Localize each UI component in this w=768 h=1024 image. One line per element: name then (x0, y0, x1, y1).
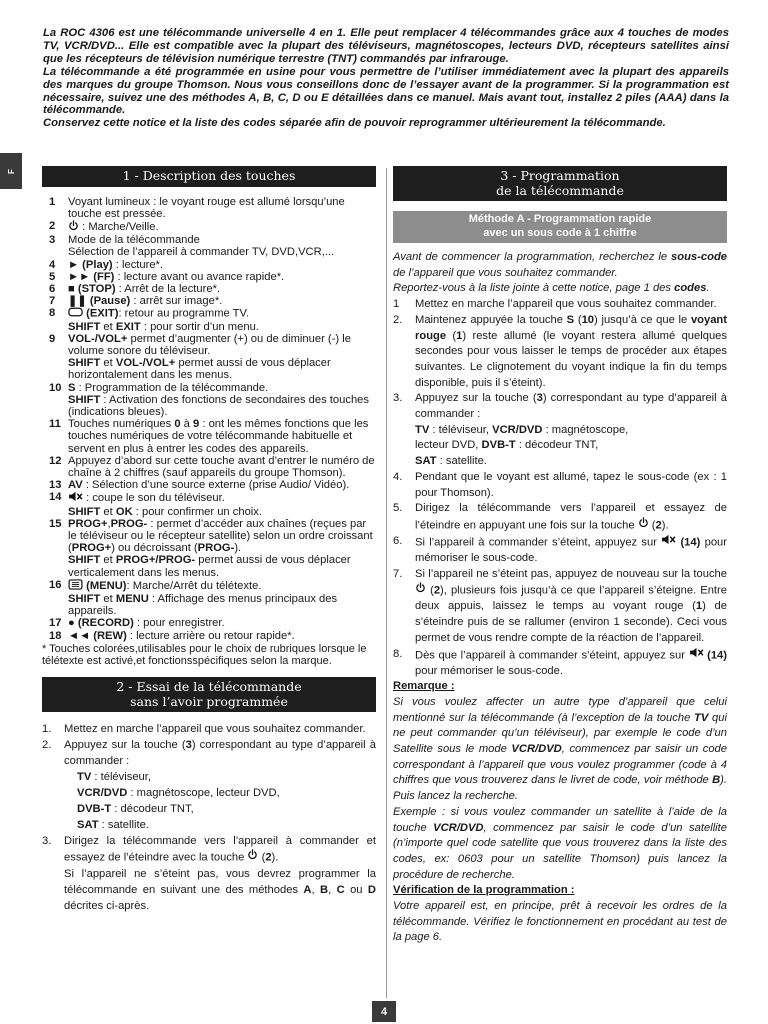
remark-example (393, 805, 727, 884)
text-run: pour mémoriser le sous-code. (415, 664, 563, 677)
remark-heading: Remarque : (393, 680, 455, 693)
device-type-line (42, 818, 376, 834)
text-run: ► (Play) (68, 258, 113, 271)
method-a-body (393, 250, 727, 946)
text-run: : Affichage des menus principaux des appareils. (68, 593, 338, 618)
text-run: ● (RECORD) (68, 617, 134, 630)
test-step (42, 738, 376, 770)
text-run: (14) (703, 648, 727, 661)
step-text (64, 834, 376, 915)
text-run: : satellite. (98, 818, 149, 831)
method-a-step (393, 501, 727, 534)
key-description (68, 220, 376, 234)
mute-icon (689, 647, 704, 664)
text-run: : Arrêt de la lecture*. (115, 282, 221, 295)
text-run: Appuyez sur la touche ( (415, 392, 537, 405)
text-run: Votre appareil est, en principe, prêt à recevoir les ordres de la télécommande. Vérifiez le fonctionnement en procédant au test de la page 6. (393, 900, 727, 944)
text-run: Exemple : si vous voulez commander un satellite à l’aide de la touche (393, 805, 727, 834)
text-run: Mettez en marche l’appareil que vous souhaitez commander. (64, 723, 366, 736)
text-run: SHIFT (68, 554, 101, 567)
text-run: voyant rouge (415, 313, 727, 342)
text-run: Touches numériques (68, 418, 175, 431)
step-text (64, 738, 376, 770)
text-run: Appuyez d’abord sur cette touche avant d’entrer le numéro de chaîne à 2 chiffres (sauf appareils du groupe Thomson). (68, 454, 375, 479)
text-run: : Marche/Veille. (79, 220, 159, 233)
text-run: ►► (FF) (68, 270, 115, 283)
text-run: S (68, 381, 76, 394)
text-run: : arrêt sur image*. (130, 295, 223, 308)
text-run: TV (415, 423, 430, 436)
text-run: VCR/DVD (77, 786, 128, 799)
key-description-list (42, 196, 376, 642)
key-item (42, 196, 376, 220)
text-run: permet aussi de vous déplacer horizontalement dans les menus. (68, 357, 331, 382)
text-run: et (100, 554, 116, 567)
text-run: : décodeur TNT, (111, 802, 194, 815)
text-run: SHIFT (68, 357, 101, 370)
text-run: PROG+/PROG- (115, 554, 196, 567)
text-run: VCR/DVD (433, 821, 484, 834)
text-run: 3 (536, 392, 543, 405)
power-icon (247, 849, 258, 866)
method-a-steps (393, 297, 727, 679)
text-run: de l’appareil que vous souhaitez commander. (393, 266, 618, 279)
text-run: C (336, 883, 345, 896)
text-run: ) ou décroissant ( (111, 542, 198, 555)
text-run: TV (694, 711, 709, 724)
text-run: VOL-/VOL+ (115, 357, 176, 370)
right-column (393, 166, 727, 946)
text-run: pour mémoriser le sous-code. (415, 536, 727, 564)
step-number: 2. (393, 313, 403, 326)
key-number: 1 (49, 195, 56, 208)
key-item (42, 479, 376, 491)
method-a-intro (393, 250, 727, 281)
exit-icon (68, 307, 83, 320)
method-a-step (393, 470, 727, 501)
text-run: et (100, 320, 116, 333)
text-run: Reportez-vous à la liste jointe à cette notice, page 1 des (393, 282, 675, 295)
text-run: : ont les mêmes fonctions que les touches numériques de votre télécommande habituelle et servent en plus à entrer les codes des appareils. (68, 418, 369, 455)
text-run: VOL-/VOL+ (68, 332, 128, 345)
text-run: A (303, 883, 312, 896)
step-text (415, 534, 727, 567)
text-run: 10 (581, 313, 595, 326)
text-run: Si l’appareil ne s’éteint pas, vous devrez programmer la télécommande en suivant une des méthodes (64, 867, 376, 896)
text-run: : Programmation de la télécommande. (75, 381, 269, 394)
key-item (42, 234, 376, 258)
text-run: Si l’appareil à commander s’éteint, appuyez sur (415, 536, 662, 549)
text-run: ( (258, 851, 266, 864)
key-number: 13 (49, 479, 62, 492)
key-description (68, 283, 376, 295)
text-run: PROG+ (68, 517, 108, 530)
left-column (42, 166, 376, 915)
text-run: : pour confirmer un choix. (132, 505, 262, 518)
text-run: qui ne peut commander qu’un téléviseur), par exemple le code d’un Satellite sous le mode (393, 711, 727, 756)
key-number: 2 (49, 219, 56, 232)
page-number: 4 (372, 1001, 396, 1022)
text-run: , (328, 883, 337, 896)
text-run: : lecture avant ou avance rapide*. (114, 270, 285, 283)
text-run: MENU (115, 593, 149, 605)
text-run: PROG- (110, 517, 148, 530)
text-run: ( (574, 313, 582, 326)
text-run: SHIFT (68, 393, 101, 406)
section3-heading (393, 166, 727, 201)
text-run: Appuyez sur la touche ( (64, 739, 186, 752)
key-description (68, 271, 376, 283)
text-run: S (566, 313, 575, 326)
key-number: 5 (49, 270, 56, 283)
key-item (42, 220, 376, 234)
step-text (415, 567, 727, 647)
text-run: sous-code (671, 251, 727, 263)
text-run: : pour sortir d’un menu. (140, 320, 259, 333)
section2-heading-line2: sans l’avoir programmée (130, 693, 288, 709)
section2-heading (42, 677, 376, 712)
step-number: 1 (393, 298, 400, 311)
step-text (64, 722, 376, 738)
text-run: : permet d’accéder aux chaînes (reçues par le téléviseur ou le récepteur satellite) selon un ordre croissant ( (68, 517, 373, 555)
text-run: et (100, 593, 116, 605)
text-run: Si vous voulez affecter un autre type d’appareil que celui mentionné sur la télécommande (à l’exception de la touche (393, 695, 727, 724)
key-description (68, 630, 376, 642)
text-run: : téléviseur, (429, 423, 493, 436)
method-a-step (393, 313, 727, 392)
method-a-step (393, 391, 727, 470)
test-step (42, 834, 376, 915)
key-item (42, 617, 376, 629)
text-run: : coupe le son du téléviseur. (83, 492, 225, 505)
step-number: 7. (393, 567, 403, 580)
verification-heading: Vérification de la programmation : (393, 884, 575, 897)
text-run: , (311, 883, 320, 896)
method-a-step (393, 297, 727, 313)
text-run: : magnétoscope, lecteur DVD, (127, 786, 280, 799)
key-item (42, 283, 376, 295)
text-run: lecteur DVD, (415, 439, 482, 452)
key-description (68, 491, 376, 517)
key-description (68, 455, 376, 479)
step-text (415, 647, 727, 680)
text-run: , (107, 517, 111, 530)
device-type-line (42, 786, 376, 802)
text-run: 1 (695, 600, 703, 613)
text-run: : décodeur TNT, (515, 439, 599, 452)
text-run: Maintenez appuyée la touche (415, 313, 567, 326)
section3-heading-line1: 3 - Programmation (500, 168, 620, 183)
step-number: 8. (393, 647, 403, 660)
text-run: TV (77, 770, 92, 783)
text-run: ) jusqu’à ce que le (594, 313, 691, 326)
text-run: Sélection de l’appareil à commander TV, DVD,VCR,... (68, 246, 335, 259)
key-item (42, 455, 376, 479)
method-a-reference (393, 281, 727, 297)
key-description (68, 259, 376, 271)
text-run: : satellite. (436, 455, 487, 468)
text-run: ( (648, 519, 656, 532)
text-run: ), plusieurs fois jusqu’à ce que l’appareil s’éteigne. Entre deux appuis, laissez le temps au voyant rouge ( (415, 584, 727, 613)
key-item (42, 579, 376, 618)
text-run: codes (674, 282, 707, 295)
key-number: 12 (49, 454, 62, 467)
key-description (68, 617, 376, 629)
key-number: 4 (49, 258, 56, 271)
text-run: D (367, 883, 376, 896)
key-number: 6 (49, 282, 56, 295)
text-run: ) correspondant au type d’appareil à commander : (64, 739, 376, 768)
key-item (42, 259, 376, 271)
text-run: Pendant que le voyant est allumé, tapez le sous-code (ex : 1 pour Thomson). (415, 470, 727, 499)
text-run: EXIT (115, 320, 141, 333)
text-run: (MENU) (83, 579, 127, 592)
text-run: : Marche/Arrêt du télétexte. (126, 579, 262, 592)
intro-paragraph (43, 27, 729, 130)
power-icon (415, 582, 426, 599)
text-run: OK (115, 505, 133, 518)
language-tab-label: F (6, 168, 16, 174)
text-run: 3 (185, 739, 192, 752)
key-item (42, 630, 376, 642)
text-run: 2 (655, 519, 662, 532)
text-run: : Activation des fonctions de secondaires des touches (indications bleues). (68, 393, 369, 418)
text-run: B (712, 774, 721, 787)
text-run: AV (68, 479, 83, 492)
method-a-step (393, 534, 727, 567)
language-tab (0, 153, 22, 189)
text-run: (14) (676, 536, 701, 549)
step-number: 1. (42, 723, 52, 736)
text-run: ). (271, 851, 279, 864)
intro-p3: Conservez cette notice et la liste des codes séparée afin de pouvoir reprogrammer ultérieurement la télécommande. (43, 117, 666, 130)
text-run: Dirigez la télécommande vers l’appareil à commander et essayez de l’éteindre avec la touche (64, 834, 376, 864)
text-run: , commencez par saisir un code correspondant à l’appareil que vous voulez programmer (code à 4 chiffres que vous trouverez dans le livret de code, voir méthode (393, 743, 728, 787)
text-run: 0 (174, 418, 181, 431)
step-text (415, 501, 727, 534)
key-item (42, 382, 376, 419)
power-icon (68, 220, 79, 234)
text-run: Voyant lumineux : le voyant rouge est allumé lorsqu’une touche est pressée. (68, 195, 345, 220)
key-description (68, 295, 376, 307)
key-number: 10 (49, 381, 62, 394)
method-a-heading (393, 211, 727, 243)
text-run: DVB-T (77, 802, 112, 815)
section3-heading-line2: de la télécommande (496, 182, 624, 198)
step-number: 4. (393, 470, 403, 483)
text-run: permet aussi de vous déplacer verticalement dans les menus. (68, 554, 351, 579)
step-text (415, 313, 727, 392)
text-run: SHIFT (68, 593, 101, 605)
key-description (68, 234, 376, 258)
text-run: permet d’augmenter (+) ou de diminuer (-) le volume sonore du téléviseur. (68, 332, 351, 357)
key-description (68, 479, 376, 491)
text-run: décrites ci-après. (64, 899, 150, 912)
key-item (42, 491, 376, 517)
key-description (68, 579, 376, 618)
text-run: Si l’appareil ne s’éteint pas, appuyez de nouveau sur la touche (415, 567, 727, 580)
step-text (415, 470, 727, 501)
text-run: PROG+ (71, 542, 112, 555)
text-run: : pour enregistrer. (133, 617, 225, 630)
key-number: 8 (49, 307, 56, 320)
text-run: ) reste allumé (le voyant restera allumé quelques secondes pour vous laisser le temps de procéder aux étapes suivantes. Le clignotement du voyant indique la fin du temps disponible, puis il s’éteint). (415, 329, 727, 389)
text-run: 1 (456, 329, 463, 342)
text-run: ). (234, 542, 242, 555)
device-type-line (42, 802, 376, 818)
key-description (68, 333, 376, 382)
key-description (68, 307, 376, 332)
text-run: : magnétoscope, (542, 423, 629, 436)
text-run: PROG- (197, 542, 235, 555)
text-run: et (100, 505, 116, 518)
text-run: SHIFT (68, 320, 101, 333)
key-number: 17 (49, 617, 62, 630)
text-run: 2 (265, 851, 272, 864)
text-run: Mode de la télécommande (68, 234, 200, 247)
text-run: : lecture arrière ou retour rapide*. (126, 629, 295, 642)
text-run: 2 (433, 584, 441, 597)
text-run: ◄◄ (REW) (68, 629, 127, 642)
step-number: 6. (393, 534, 403, 547)
key-number: 7 (49, 295, 56, 308)
text-run: ❚❚ (Pause) (68, 295, 131, 308)
text-run: VCR/DVD (492, 423, 543, 436)
mute-icon (661, 534, 676, 551)
text-run: SAT (77, 818, 99, 831)
text-run: ou (344, 883, 368, 896)
intro-p2: La télécommande a été programmée en usine pour vous permettre de l’utiliser immédiatement avec la plupart des appareils des marques du groupe Thomson. Nous vous conseillons donc de l’essayer avant de la programmer. Si la programmation est nécessaire, suivez une des méthodes A, B, C, D ou E détaillées dans ce manuel. Mais avant tout, installez 2 piles (AAA) dans la télécommande. (43, 65, 729, 117)
section2-heading-line1: 2 - Essai de la télécommande (116, 679, 302, 695)
text-run: B (320, 883, 329, 896)
text-run: 9 (193, 418, 200, 431)
column-divider (386, 168, 387, 998)
step-number: 2. (42, 739, 52, 752)
text-run: DVB-T (481, 439, 516, 452)
key-number: 15 (49, 517, 62, 530)
key-description (68, 518, 376, 579)
key-item (42, 418, 376, 455)
text-run: VCR/DVD (511, 743, 562, 756)
key-item (42, 307, 376, 332)
text-run: Dirigez la télécommande vers l’appareil et essayez de l’éteindre en appuyant une fois sur la touche (415, 502, 727, 532)
text-run: : téléviseur, (91, 770, 151, 783)
text-run: Mettez en marche l’appareil que vous souhaitez commander. (415, 298, 717, 311)
text-run: ) de s’éteindre puis de se rallumer (environ 1 seconde). Ceci vous permet de vous rendre compte de la réaction de l’appareil. (415, 600, 727, 644)
verification-text (393, 899, 727, 946)
method-a-step (393, 567, 727, 647)
text-run: : retour au programme TV. (118, 307, 250, 320)
text-run: ( (446, 329, 457, 342)
step-number: 5. (393, 502, 403, 515)
key-number: 11 (49, 418, 61, 431)
teletext-icon (68, 579, 83, 593)
key-description (68, 196, 376, 220)
step-text (415, 297, 727, 313)
text-run: Avant de commencer la programmation, recherchez le (393, 251, 672, 263)
text-run: ). Puis lancez la recherche. (393, 774, 727, 803)
power-icon (638, 517, 649, 534)
step-number: 3. (393, 392, 403, 405)
text-run: et (100, 357, 116, 370)
text-run: à (180, 418, 194, 431)
key-number: 3 (49, 234, 56, 247)
step-number: 3. (42, 834, 52, 847)
text-run: ) correspondant au type d’appareil à commander : (415, 392, 727, 421)
test-steps-list (42, 722, 376, 914)
test-step (42, 722, 376, 738)
remark-text (393, 695, 727, 805)
text-run: ( (426, 584, 434, 597)
key-number: 16 (49, 578, 62, 591)
text-run: , commencez par saisir le code d’un satellite (n’importe quel code satellite que vous trouverez dans la liste des codes, ex: 0603 pour un satellite Thomson) puis lancez la procédure de recherche. (393, 821, 727, 881)
method-a-heading-line2: avec un sous code à 1 chiffre (483, 226, 637, 239)
key-number: 14 (49, 491, 62, 504)
text-run: SHIFT (68, 505, 101, 518)
key-item (42, 271, 376, 283)
intro-p1: La ROC 4306 est une télécommande universelle 4 en 1. Elle peut remplacer 4 télécommandes grâce aux 4 touches de modes TV, VCR/DVD... Elle est compatible avec la plupart des téléviseurs, magnétoscopes, lecteurs DVD, récepteurs satellites ainsi que les récepteurs de télévision numérique terrestre (TNT) commandés par infrarouge. (43, 27, 729, 65)
section1-heading: 1 - Description des touches (42, 166, 376, 187)
text-run: ■ (STOP) (68, 282, 116, 295)
mute-icon (68, 491, 83, 505)
device-type-line (42, 770, 376, 786)
text-run: SAT (415, 455, 437, 468)
text-run: Dès que l’appareil à commander s’éteint, appuyez sur (415, 648, 689, 661)
key-item (42, 295, 376, 307)
key-item (42, 333, 376, 382)
key-number: 18 (49, 629, 62, 642)
method-a-heading-line1: Méthode A - Programmation rapide (468, 213, 652, 225)
step-text (415, 391, 727, 470)
text-run: . (706, 282, 710, 295)
text-run: : lecture*. (112, 258, 164, 271)
text-run: ). (661, 519, 669, 532)
key-item (42, 518, 376, 579)
text-run: : Sélection d’une source externe (prise Audio/ Vidéo). (82, 479, 350, 492)
key-description (68, 382, 376, 419)
text-run: (EXIT) (83, 307, 119, 320)
key-number: 9 (49, 332, 56, 345)
method-a-step (393, 647, 727, 680)
key-description (68, 418, 376, 455)
key-footnote: * Touches colorées,utilisables pour le choix de rubriques lorsque le télétexte est activé,et fonctionsspécifiques selon la marque. (42, 642, 367, 668)
